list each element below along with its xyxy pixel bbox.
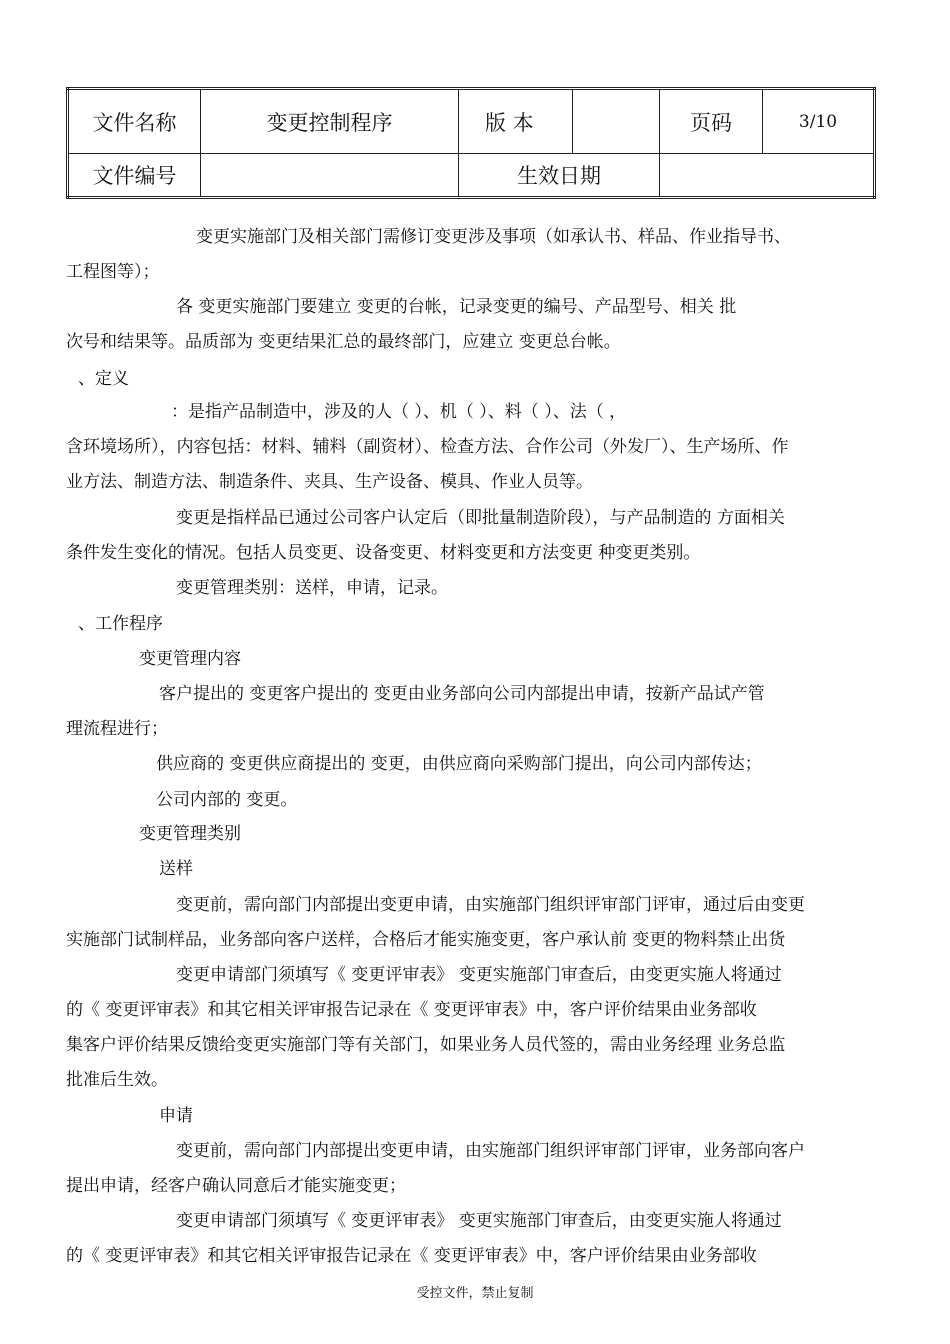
doc-name-value: 变更控制程序 xyxy=(201,89,459,154)
body-line: 公司内部的 变更。 xyxy=(156,790,298,810)
effective-date-value xyxy=(660,154,875,198)
body-line: 变更申请部门须填写《 变更评审表》 变更实施部门审查后，由变更实施人将通过 xyxy=(176,1211,782,1231)
body-line: 变更是指样品已通过公司客户认定后（即批量制造阶段），与产品制造的 方面相关 xyxy=(176,508,785,528)
section-heading: 、定义 xyxy=(78,369,129,389)
body-line: 条件发生变化的情况。包括人员变更、设备变更、材料变更和方法变更 种变更类别。 xyxy=(66,543,701,563)
body-line: ：是指产品制造中，涉及的人（ ）、机（ ）、料（ ）、法（ ， xyxy=(171,402,627,422)
body-line: 集客户评价结果反馈给变更实施部门等有关部门，如果业务人员代签的，需由业务经理 业务总监 xyxy=(66,1035,786,1055)
body-line: 变更前，需向部门内部提出变更申请，由实施部门组织评审部门评审，业务部向客户 xyxy=(176,1141,805,1161)
body-line: 次号和结果等。品质部为 变更结果汇总的最终部门，应建立 变更总台帐。 xyxy=(66,332,621,352)
body-line: 变更实施部门及相关部门需修订变更涉及事项（如承认书、样品、作业指导书、 xyxy=(196,227,791,247)
body-line: 的《 变更评审表》和其它相关评审报告记录在《 变更评审表》中，客户评价结果由业务部收 xyxy=(66,1246,757,1266)
body-line: 理流程进行； xyxy=(66,719,168,739)
body-line: 变更申请部门须填写《 变更评审表》 变更实施部门审查后，由变更实施人将通过 xyxy=(176,965,782,985)
body-line: 的《 变更评审表》和其它相关评审报告记录在《 变更评审表》中，客户评价结果由业务部收 xyxy=(66,1000,757,1020)
section-heading: 、工作程序 xyxy=(78,614,163,634)
body-line: 业方法、制造方法、制造条件、夹具、生产设备、模具、作业人员等。 xyxy=(66,472,593,492)
subsection-heading: 送样 xyxy=(159,859,193,879)
body-line: 客户提出的 变更客户提出的 变更由业务部向公司内部提出申请，按新产品试产管 xyxy=(159,684,765,704)
subsection-heading: 变更管理内容 xyxy=(139,649,241,669)
doc-no-value xyxy=(201,154,459,198)
version-label: 版 本 xyxy=(459,89,573,154)
page-value: 3/10 xyxy=(763,89,875,154)
body-line: 变更管理类别：送样，申请，记录。 xyxy=(176,578,448,598)
body-line: 供应商的 变更供应商提出的 变更，由供应商向采购部门提出，向公司内部传达； xyxy=(156,754,762,774)
doc-no-label: 文件编号 xyxy=(68,154,201,198)
document-header-table xyxy=(66,87,876,199)
subsection-heading: 变更管理类别 xyxy=(139,824,241,844)
body-line: 提出申请，经客户确认同意后才能实施变更； xyxy=(66,1176,406,1196)
body-line: 工程图等）； xyxy=(66,262,160,282)
effective-date-label: 生效日期 xyxy=(459,154,660,198)
body-line: 各 变更实施部门要建立 变更的台帐，记录变更的编号、产品型号、相关 批 xyxy=(176,297,737,317)
body-line: 批准后生效。 xyxy=(66,1070,168,1090)
version-value xyxy=(573,89,660,154)
page-label: 页码 xyxy=(660,89,763,154)
footer-notice: 受控文件，禁止复制 xyxy=(416,1286,534,1301)
body-line: 实施部门试制样品，业务部向客户送样，合格后才能实施变更，客户承认前 变更的物料禁止出货 xyxy=(66,930,786,950)
doc-name-label: 文件名称 xyxy=(68,89,201,154)
body-line: 含环境场所），内容包括：材料、辅料（副资材）、检查方法、合作公司（外发厂）、生产场所、作 xyxy=(66,437,789,457)
subsection-heading: 申请 xyxy=(159,1106,193,1126)
body-line: 变更前，需向部门内部提出变更申请，由实施部门组织评审部门评审，通过后由变更 xyxy=(176,895,805,915)
